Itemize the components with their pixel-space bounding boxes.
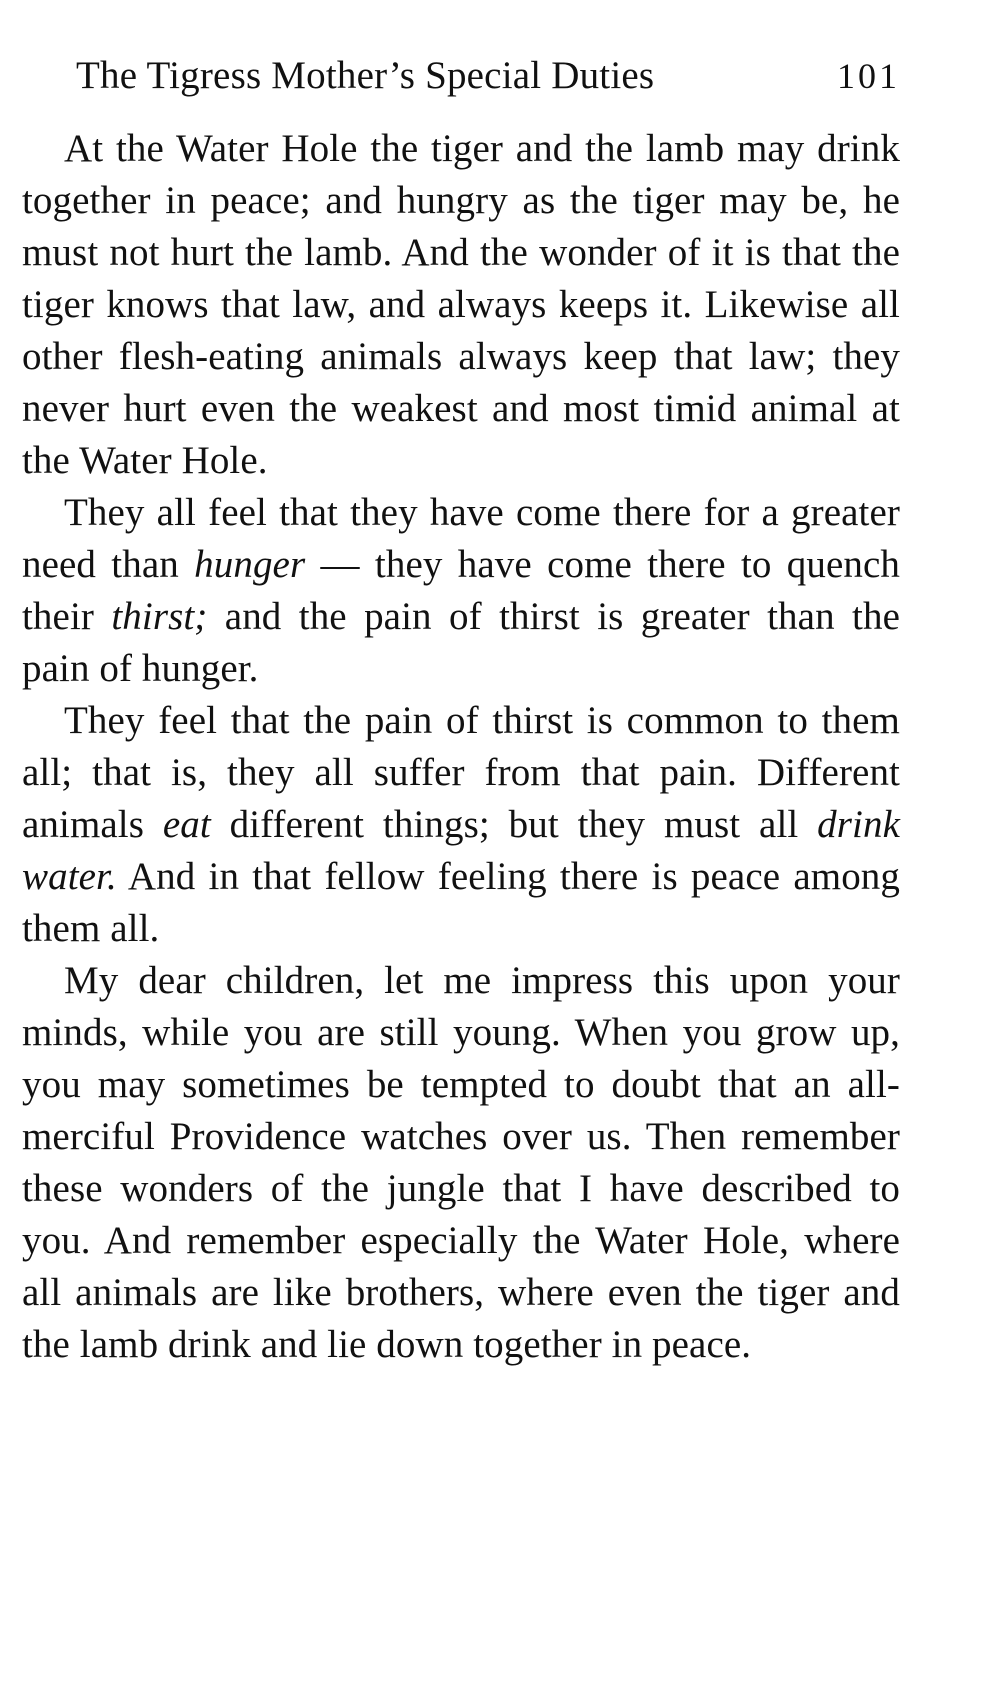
page-number: 101 — [837, 56, 900, 96]
paragraph — [22, 695, 900, 955]
text-run: My dear children, let me impress this upon your minds, while you are still young. When you grow up, you may sometimes be tempted to doubt that an all-merciful Providence watches over us. Then remember these wonders of the jungle that I have described to you. And remember especially the Water Hole, where all animals are like brothers, where even the tiger and the lamb drink and lie down together in peace. — [22, 959, 900, 1366]
running-head — [22, 56, 900, 95]
chapter-title: The Tigress Mother’s Special Duties — [76, 54, 655, 97]
paragraph — [22, 123, 900, 487]
italic-text: thirst; — [111, 595, 208, 638]
text-run: and the pain of thirst is greater than the pain of hunger. — [22, 595, 900, 690]
text-run: They feel that the pain of thirst is common to them all; that is, they all suffer from that pain. Different animals — [22, 699, 900, 846]
body-text — [22, 123, 900, 1371]
text-run: — they have come there to quench their — [22, 543, 901, 638]
text-run: different things; but they must all — [210, 803, 818, 846]
italic-text: hunger — [194, 543, 306, 586]
paragraph — [22, 955, 900, 1371]
text-run: They all feel that they have come there for a greater need than — [22, 491, 900, 586]
italic-text: drink water. — [22, 803, 900, 898]
paragraph — [22, 487, 900, 695]
book-page — [22, 56, 900, 1371]
text-run: And in that fellow feeling there is peace among them all. — [22, 855, 900, 950]
italic-text: eat — [162, 803, 211, 846]
text-run: At the Water Hole the tiger and the lamb may drink together in peace; and hungry as the tiger may be, he must not hurt the lamb. And the wonder of it is that the tiger knows that law, and always keeps it. Likewise all other flesh-eating animals always keep that law; they never hurt even the weakest and most timid animal at the Water Hole. — [22, 127, 900, 482]
